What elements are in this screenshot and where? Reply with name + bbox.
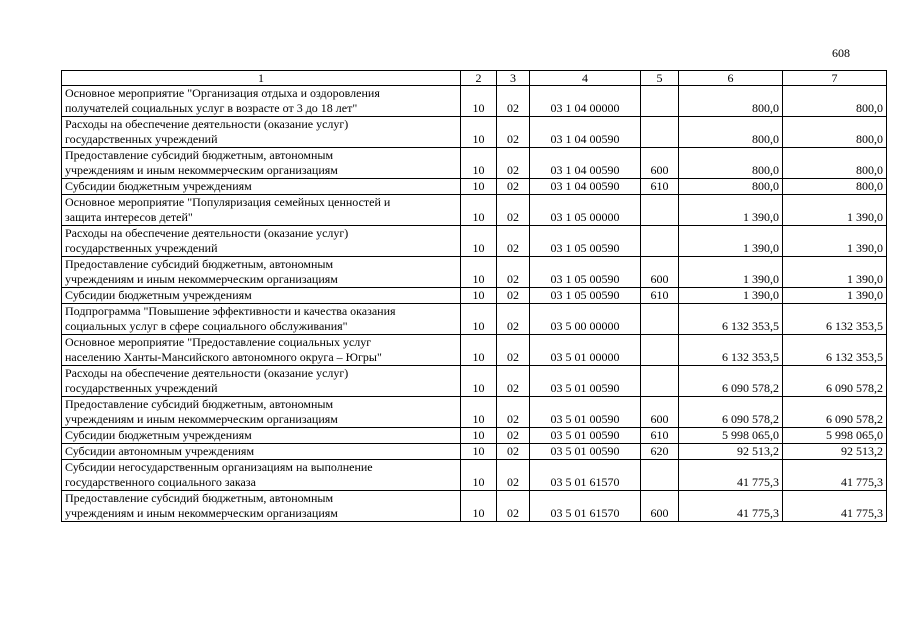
row-name-cell — [62, 226, 461, 257]
row-name-line: населению Ханты-Мансийского автономного округа – Югры" — [65, 350, 382, 364]
section-code-cell: 10 — [461, 226, 497, 257]
expense-type-cell — [641, 335, 679, 366]
target-article-cell: 03 1 04 00590 — [530, 117, 641, 148]
table-row — [62, 179, 887, 195]
row-name-line: Предоставление субсидий бюджетным, автономным — [65, 148, 334, 162]
amount-cell: 6 090 578,2 — [679, 366, 783, 397]
section-code-cell: 10 — [461, 366, 497, 397]
table-row — [62, 335, 887, 366]
subsection-code-cell: 02 — [497, 491, 530, 522]
amount-cell: 1 390,0 — [783, 288, 887, 304]
table-row — [62, 366, 887, 397]
amount-cell: 41 775,3 — [783, 460, 887, 491]
row-name-cell — [62, 288, 461, 304]
amount-cell: 5 998 065,0 — [679, 428, 783, 444]
section-code-cell: 10 — [461, 491, 497, 522]
row-name-line: учреждениям и иным некоммерческим организациям — [65, 272, 338, 286]
row-name-line: Основное мероприятие "Популяризация семейных ценностей и — [65, 195, 391, 209]
section-code-cell: 10 — [461, 86, 497, 117]
amount-cell: 800,0 — [679, 86, 783, 117]
section-code-cell: 10 — [461, 288, 497, 304]
target-article-cell: 03 1 04 00000 — [530, 86, 641, 117]
row-name-cell — [62, 148, 461, 179]
subsection-code-cell: 02 — [497, 460, 530, 491]
row-name-cell — [62, 304, 461, 335]
section-code-cell: 10 — [461, 444, 497, 460]
row-name-line: Субсидии негосударственным организациям на выполнение — [65, 460, 373, 474]
target-article-cell: 03 5 01 61570 — [530, 491, 641, 522]
section-code-cell: 10 — [461, 117, 497, 148]
header-cell: 6 — [679, 71, 783, 86]
row-name-line: учреждениям и иным некоммерческим организациям — [65, 412, 338, 426]
amount-cell: 1 390,0 — [679, 288, 783, 304]
amount-cell: 800,0 — [679, 148, 783, 179]
amount-cell: 1 390,0 — [783, 226, 887, 257]
target-article-cell: 03 5 01 00590 — [530, 397, 641, 428]
subsection-code-cell: 02 — [497, 397, 530, 428]
target-article-cell: 03 1 05 00000 — [530, 195, 641, 226]
row-name-cell — [62, 397, 461, 428]
section-code-cell: 10 — [461, 428, 497, 444]
row-name-line: Расходы на обеспечение деятельности (оказание услуг) — [65, 366, 349, 380]
row-name-line: учреждениям и иным некоммерческим организациям — [65, 163, 338, 177]
expense-type-cell — [641, 86, 679, 117]
row-name-cell — [62, 460, 461, 491]
row-name-line: социальных услуг в сфере социального обслуживания" — [65, 319, 348, 333]
target-article-cell: 03 5 00 00000 — [530, 304, 641, 335]
expense-type-cell: 610 — [641, 428, 679, 444]
expense-type-cell: 610 — [641, 179, 679, 195]
table-row — [62, 428, 887, 444]
amount-cell: 1 390,0 — [679, 257, 783, 288]
row-name-cell — [62, 179, 461, 195]
row-name-line: Основное мероприятие "Предоставление социальных услуг — [65, 335, 372, 349]
table-row — [62, 195, 887, 226]
row-name-line: Субсидии бюджетным учреждениям — [65, 288, 252, 302]
amount-cell: 800,0 — [679, 179, 783, 195]
table-header-row — [62, 71, 887, 86]
amount-cell: 92 513,2 — [783, 444, 887, 460]
row-name-cell — [62, 86, 461, 117]
target-article-cell: 03 1 05 00590 — [530, 288, 641, 304]
page-number: 608 — [832, 46, 850, 60]
expense-type-cell: 600 — [641, 397, 679, 428]
subsection-code-cell: 02 — [497, 288, 530, 304]
target-article-cell: 03 5 01 61570 — [530, 460, 641, 491]
subsection-code-cell: 02 — [497, 86, 530, 117]
amount-cell: 6 132 353,5 — [783, 304, 887, 335]
amount-cell: 1 390,0 — [783, 195, 887, 226]
amount-cell: 6 090 578,2 — [783, 366, 887, 397]
table-row — [62, 491, 887, 522]
subsection-code-cell: 02 — [497, 179, 530, 195]
subsection-code-cell: 02 — [497, 226, 530, 257]
target-article-cell: 03 1 05 00590 — [530, 257, 641, 288]
target-article-cell: 03 1 04 00590 — [530, 179, 641, 195]
expense-type-cell — [641, 226, 679, 257]
header-cell: 1 — [62, 71, 461, 86]
amount-cell: 1 390,0 — [679, 195, 783, 226]
amount-cell: 6 132 353,5 — [679, 304, 783, 335]
table-row — [62, 304, 887, 335]
amount-cell: 92 513,2 — [679, 444, 783, 460]
row-name-cell — [62, 491, 461, 522]
table-row — [62, 226, 887, 257]
target-article-cell: 03 5 01 00590 — [530, 366, 641, 397]
row-name-line: Расходы на обеспечение деятельности (оказание услуг) — [65, 117, 349, 131]
subsection-code-cell: 02 — [497, 335, 530, 366]
subsection-code-cell: 02 — [497, 366, 530, 397]
expense-type-cell — [641, 195, 679, 226]
section-code-cell: 10 — [461, 179, 497, 195]
table-row — [62, 460, 887, 491]
amount-cell: 41 775,3 — [679, 460, 783, 491]
row-name-cell — [62, 195, 461, 226]
section-code-cell: 10 — [461, 148, 497, 179]
expense-type-cell — [641, 117, 679, 148]
row-name-line: государственных учреждений — [65, 381, 218, 395]
table-row — [62, 397, 887, 428]
subsection-code-cell: 02 — [497, 257, 530, 288]
budget-table — [61, 70, 887, 522]
header-cell: 2 — [461, 71, 497, 86]
header-cell: 7 — [783, 71, 887, 86]
row-name-cell — [62, 335, 461, 366]
row-name-line: Субсидии бюджетным учреждениям — [65, 428, 252, 442]
row-name-line: Расходы на обеспечение деятельности (оказание услуг) — [65, 226, 349, 240]
target-article-cell: 03 5 01 00000 — [530, 335, 641, 366]
row-name-line: Субсидии автономным учреждениям — [65, 444, 255, 458]
table-row — [62, 148, 887, 179]
amount-cell: 6 090 578,2 — [679, 397, 783, 428]
section-code-cell: 10 — [461, 460, 497, 491]
subsection-code-cell: 02 — [497, 444, 530, 460]
expense-type-cell: 600 — [641, 491, 679, 522]
row-name-line: государственных учреждений — [65, 132, 218, 146]
row-name-line: Предоставление субсидий бюджетным, автономным — [65, 491, 334, 505]
expense-type-cell: 620 — [641, 444, 679, 460]
target-article-cell: 03 1 04 00590 — [530, 148, 641, 179]
subsection-code-cell: 02 — [497, 195, 530, 226]
expense-type-cell — [641, 304, 679, 335]
amount-cell: 800,0 — [783, 148, 887, 179]
subsection-code-cell: 02 — [497, 117, 530, 148]
table-row — [62, 86, 887, 117]
amount-cell: 800,0 — [783, 86, 887, 117]
expense-type-cell: 610 — [641, 288, 679, 304]
row-name-cell — [62, 117, 461, 148]
header-cell: 5 — [641, 71, 679, 86]
amount-cell: 41 775,3 — [679, 491, 783, 522]
header-cell: 4 — [530, 71, 641, 86]
subsection-code-cell: 02 — [497, 304, 530, 335]
section-code-cell: 10 — [461, 397, 497, 428]
expense-type-cell — [641, 366, 679, 397]
amount-cell: 800,0 — [783, 179, 887, 195]
section-code-cell: 10 — [461, 335, 497, 366]
amount-cell: 800,0 — [679, 117, 783, 148]
row-name-cell — [62, 257, 461, 288]
amount-cell: 1 390,0 — [679, 226, 783, 257]
row-name-cell — [62, 444, 461, 460]
expense-type-cell: 600 — [641, 257, 679, 288]
row-name-line: государственных учреждений — [65, 241, 218, 255]
amount-cell: 800,0 — [783, 117, 887, 148]
amount-cell: 6 132 353,5 — [679, 335, 783, 366]
row-name-line: Субсидии бюджетным учреждениям — [65, 179, 252, 193]
amount-cell: 5 998 065,0 — [783, 428, 887, 444]
amount-cell: 6 132 353,5 — [783, 335, 887, 366]
row-name-cell — [62, 366, 461, 397]
target-article-cell: 03 1 05 00590 — [530, 226, 641, 257]
amount-cell: 6 090 578,2 — [783, 397, 887, 428]
section-code-cell: 10 — [461, 257, 497, 288]
target-article-cell: 03 5 01 00590 — [530, 428, 641, 444]
subsection-code-cell: 02 — [497, 148, 530, 179]
row-name-line: получателей социальных услуг в возрасте от 3 до 18 лет" — [65, 101, 358, 115]
table-row — [62, 257, 887, 288]
expense-type-cell: 600 — [641, 148, 679, 179]
table-row — [62, 444, 887, 460]
amount-cell: 1 390,0 — [783, 257, 887, 288]
table-row — [62, 288, 887, 304]
section-code-cell: 10 — [461, 304, 497, 335]
row-name-line: Предоставление субсидий бюджетным, автономным — [65, 397, 334, 411]
row-name-cell — [62, 428, 461, 444]
row-name-line: государственного социального заказа — [65, 475, 256, 489]
section-code-cell: 10 — [461, 195, 497, 226]
row-name-line: защита интересов детей" — [65, 210, 193, 224]
subsection-code-cell: 02 — [497, 428, 530, 444]
amount-cell: 41 775,3 — [783, 491, 887, 522]
row-name-line: учреждениям и иным некоммерческим организациям — [65, 506, 338, 520]
target-article-cell: 03 5 01 00590 — [530, 444, 641, 460]
table-row — [62, 117, 887, 148]
header-cell: 3 — [497, 71, 530, 86]
row-name-line: Основное мероприятие "Организация отдыха и оздоровления — [65, 86, 380, 100]
expense-type-cell — [641, 460, 679, 491]
row-name-line: Подпрограмма "Повышение эффективности и качества оказания — [65, 304, 396, 318]
row-name-line: Предоставление субсидий бюджетным, автономным — [65, 257, 334, 271]
